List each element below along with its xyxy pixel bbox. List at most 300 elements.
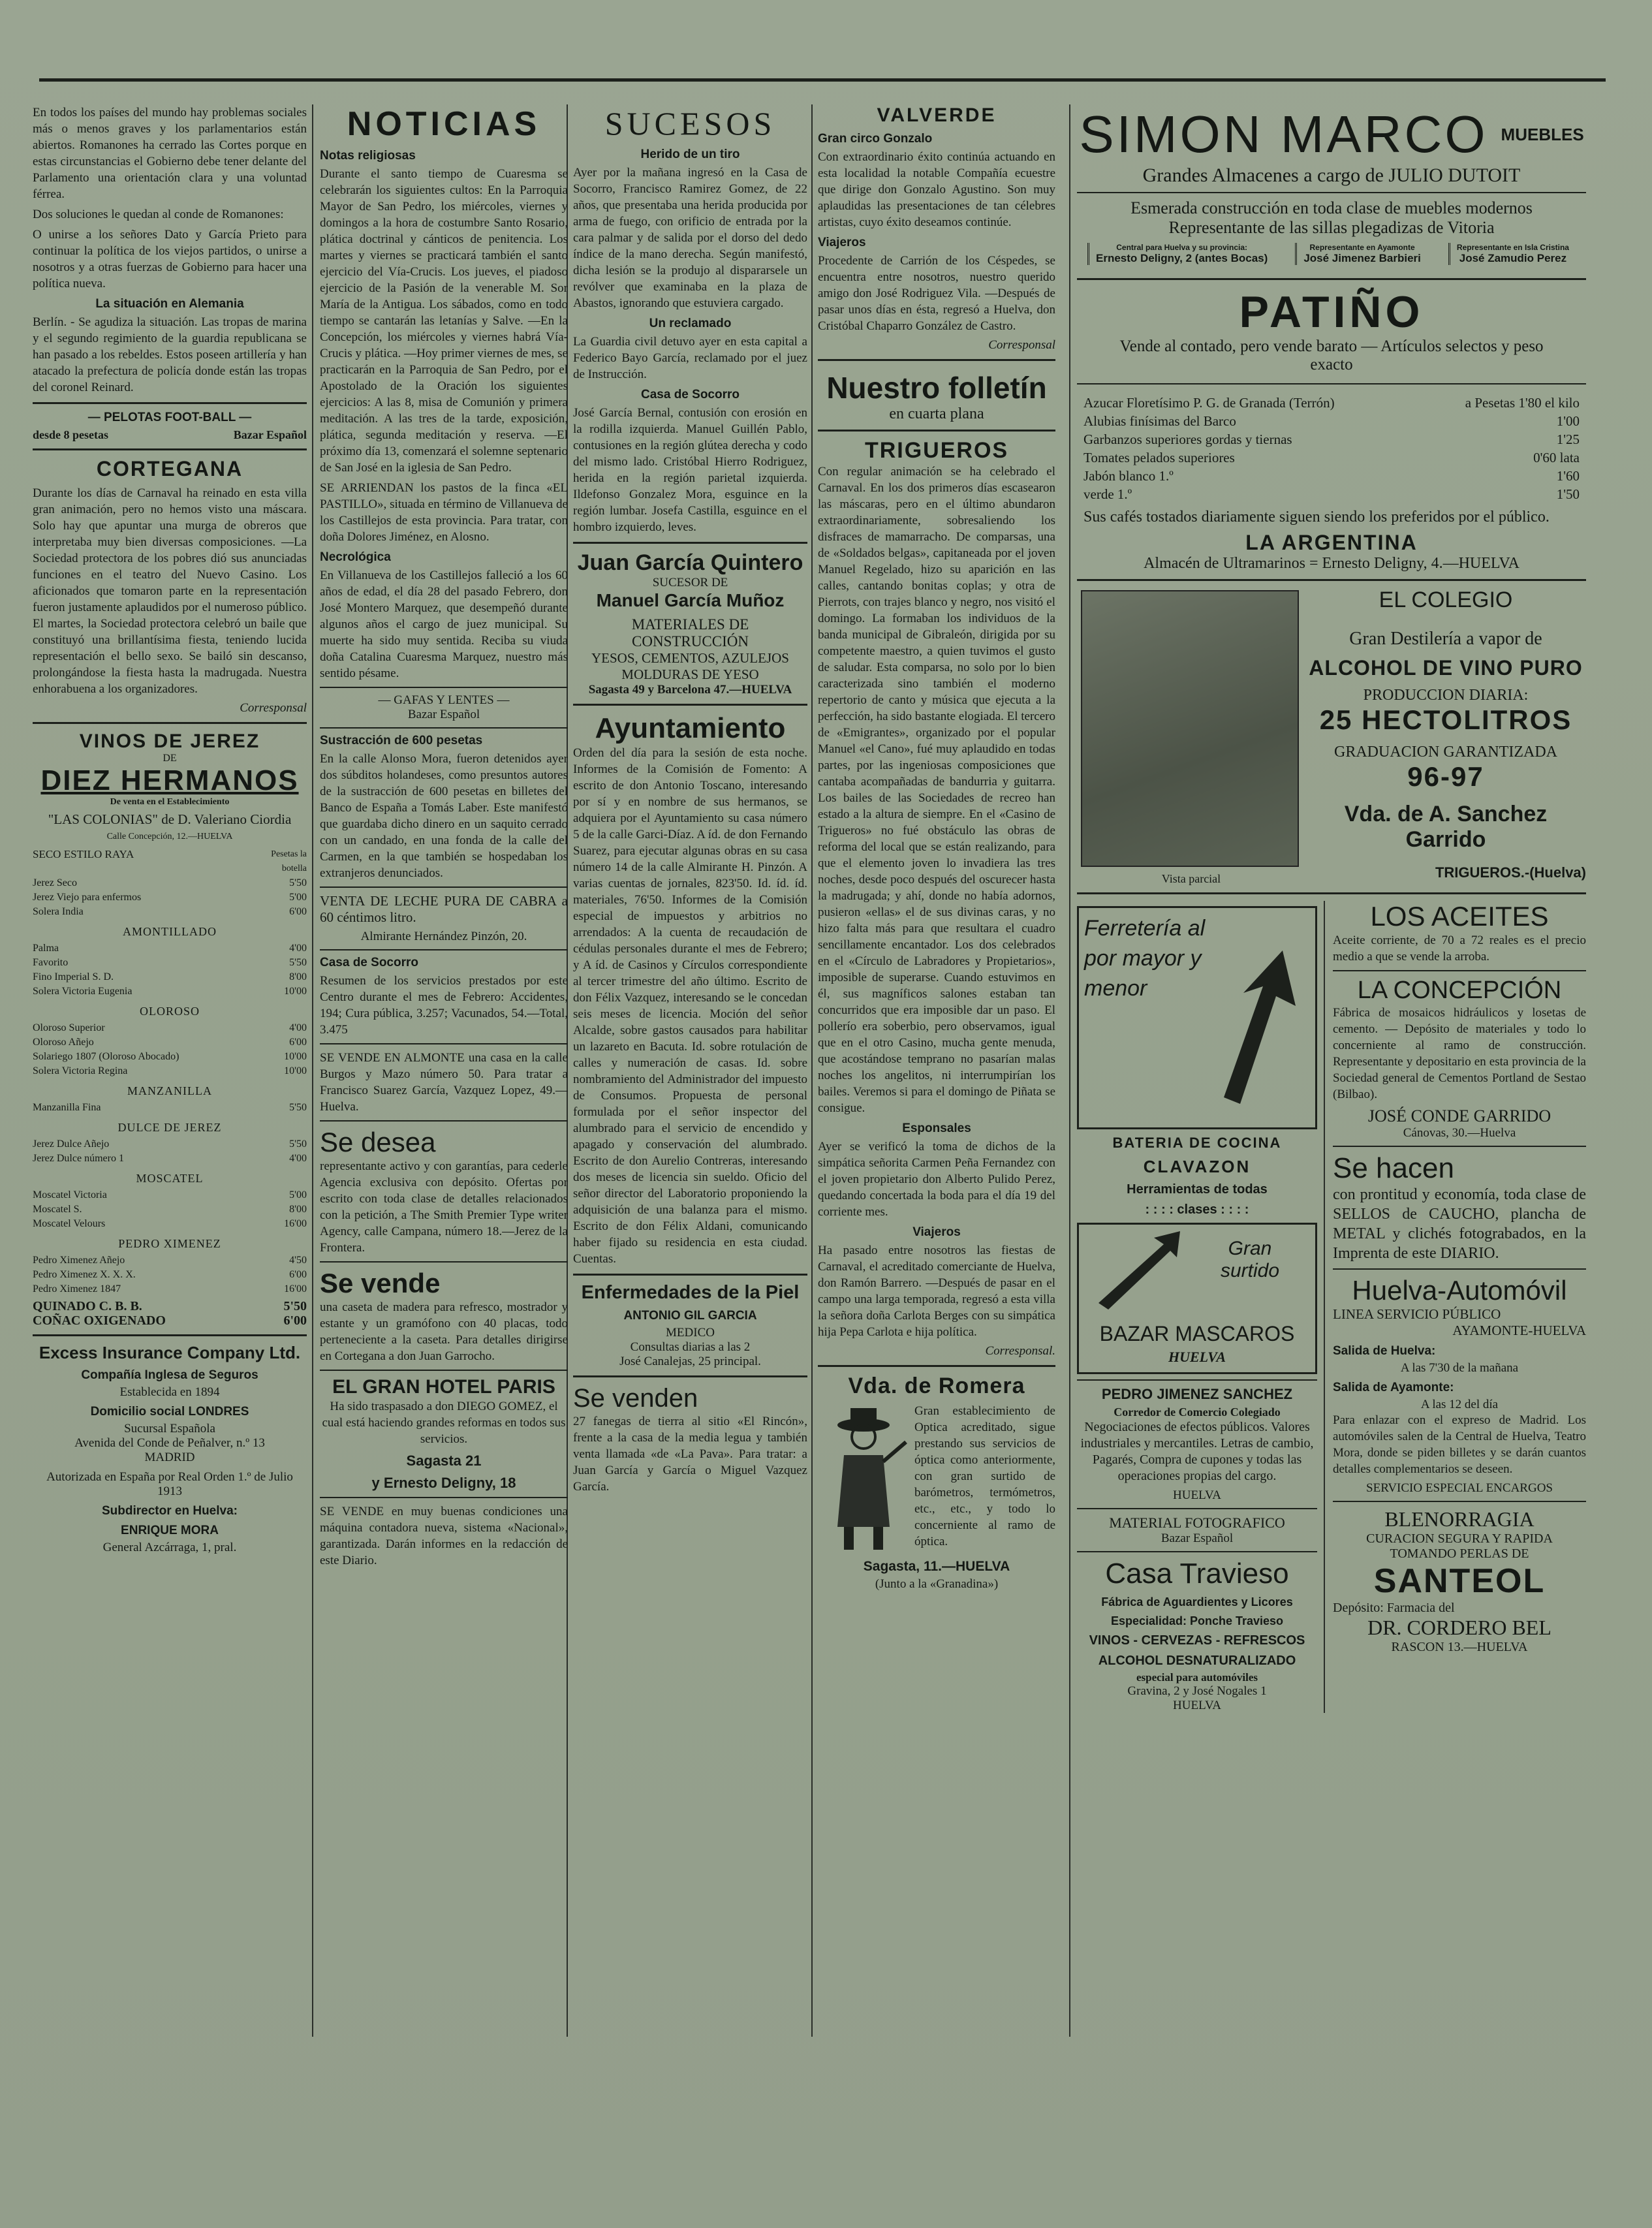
hotel-address: y Ernesto Deligny, 18 [371, 1475, 516, 1491]
folletin-title: Nuestro folletín [826, 371, 1047, 405]
wine-row [33, 970, 307, 984]
automovil-line: A las 12 del día [1420, 1398, 1499, 1411]
wine-row [33, 876, 307, 890]
price-row [1083, 467, 1580, 485]
divider [818, 1365, 1055, 1367]
destileria-line: Gran Destilería a vapor de [1349, 629, 1542, 649]
excess-title: Excess Insurance Company Ltd. [39, 1343, 301, 1362]
reclamado-text: La Guardia civil detuvo ayer en esta capital a Federico Bayo García, reclamado por el juez de Instrucción. [573, 335, 807, 381]
trigueros-line: TRIGUEROS.-(Huelva) [1435, 864, 1586, 881]
quintero-line: Manuel García Muñoz [596, 590, 785, 610]
herido-text: Ayer por la mañana ingresó en la Casa de Socorro, Francisco Ramirez Gomez, de 22 años, que presentaba una herida producida por arma de fuego, con orificio de entrada por la cara palmar y de salida por el dorso del dedo índice de la mano derecha. Según manifestó, dicha lesión se la produjo al dispararsele un revólver que examinaba en la plaza de Abastos, ignorando que estuviera cargado. [573, 166, 807, 310]
contadora-ad: SE VENDE en muy buenas condiciones una máquina contadora nueva, sistema «Nacional», garantizada. Darán informes en la redacción de este Diario. [320, 1505, 568, 1567]
divider [573, 704, 807, 706]
wine-row [33, 1064, 307, 1078]
wine-name: Jerez Seco [33, 877, 77, 888]
signature: Corresponsal. [985, 1344, 1055, 1358]
wine-section: MANZANILLA [127, 1084, 212, 1097]
excess-line: General Azcárraga, 1, pral. [102, 1541, 237, 1554]
section-heading: Gran circo Gonzalo [818, 132, 933, 146]
section-heading: Casa de Socorro [320, 956, 418, 969]
wine-name: Solera India [33, 906, 84, 917]
wine-name: Jerez Dulce Añejo [33, 1138, 110, 1150]
piel-line: ANTONIO GIL GARCIA [623, 1309, 757, 1323]
travieso-line: HUELVA [1173, 1699, 1221, 1712]
folletin-sub: en cuarta plana [889, 405, 984, 422]
concepcion-title: LA CONCEPCIÓN [1357, 977, 1562, 1004]
wine-row [33, 984, 307, 999]
wine-section: MOSCATEL [136, 1172, 204, 1185]
travieso-line: Fábrica de Aguardientes y Licores [1101, 1595, 1293, 1608]
hotel-title: EL GRAN HOTEL PARIS [332, 1376, 555, 1398]
vende-heading: Se vende [320, 1268, 441, 1298]
excess-line: Sucursal Española [124, 1422, 215, 1436]
divider [1077, 192, 1586, 193]
prod-line: PRODUCCION DIARIA: [1363, 687, 1529, 704]
wine-name: Pedro Ximenez X. X. X. [33, 1269, 136, 1280]
esponsales-text: Ayer se verificó la toma de dichos de la simpática señorita Carmen Peña Fernandez con el joven propietario don Alberto Pulido Perez, quedando concertada la boda para el día 19 del corriente mes. [818, 1140, 1055, 1219]
wine-name: Oloroso Añejo [33, 1037, 94, 1048]
socorro-text: Resumen de los servicios prestados por este Centro durante el mes de Febrero: Accidentes, 194; Cura pública, 3.257; Vacunados, 54.—Total, 3.475 [320, 974, 568, 1037]
patino-title: PATIÑO [1239, 287, 1424, 337]
socorro-text: José García Bernal, contusión con erosión en la rodilla izquierda. Manuel Guillén Pablo, contusiones en la región glútea derecha y codo del mismo lado. Cristóbal Hierro Rodriguez, herida en la región parietal izquierda. Ildefonso Gonzalez Mora, esguince en la región lumbar. Josefa Castilla, esguince en el hombro izquierdo, leves. [573, 406, 807, 534]
section-heading: Viajeros [818, 236, 866, 249]
wine-name: Pedro Ximenez 1847 [33, 1283, 121, 1294]
wine-section: PEDRO XIMENEZ [118, 1237, 221, 1250]
section-heading: Herido de un tiro [640, 148, 740, 161]
right-ad-column [1325, 901, 1586, 1713]
piel-line: MEDICO [666, 1326, 715, 1340]
quinado-row [33, 1299, 307, 1313]
divider [1077, 579, 1586, 581]
representatives [1077, 243, 1586, 265]
blenorragia-line: TOMANDO PERLAS DE [1390, 1546, 1529, 1561]
wine-price: 16'00 [284, 1283, 307, 1294]
price-value: 0'60 lata [1533, 450, 1580, 465]
price-value: 1'50 [1556, 486, 1580, 502]
trigueros-text: Con regular animación se ha celebrado el Carnaval. En los dos primeros días escasearon las máscaras, pero en el último abundaron extraordinariamente, sobresaliendo los disfraces de mamarracho. De comparsas, una de «Soldados belgas», capitaneada por el joven Manuel Regelado, hizo su aparición en las calles, cantando bonitas coplas; y otra de Pierrots, con trajes blanco y negro, nos visitó el domingo. La formaban los individuos de la banda municipal de Gibraleón, dirigida por su competente maestro, a quien tuvimos el gusto de saludar. Esta comparsa, no solo por lo bien caracterizada sino también el moderno repertorio de canto y música que ejecuta a la perfección, ha sido bastante elogiada. El tercero de «Emigrantes», organizado por el popular Manuel «el Cano», fué muy aplaudido en todas partes, por las ingeniosas composiciones que cantaba acompañadas de bandurria y guitarra. Los bailes de las Sociedades de recreo han estado a la altura de siempre. En el «Casino de Trigueros» no fué obstáculo las obras de reforma del local que se están realizando, para que el elemento joven lo invadiera las tres noches, desde poco después del oscurecer hasta la madrugada; y ahí, donde no había adornos, pusieron «ellas» el de sus divinas caras, y no hizo falta más para que resultara el cuadro sencillamente encantador. Los dos celebrados en el «Círculo de Labradores y Propietarios», imposible de superarse. Cuando estuvimos en él, sus magníficos salones estaban tan concurridos que era imposible dar un paso. El pollerío era soberbio, pero observamos, igual que en el otro Casino, mucha gente menuda, que acostándose temprano no pasarían malas noches los angelitos, ni interrumpirían los bailes. Veremos si para el domingo de Piñata se consigue. [818, 465, 1055, 1115]
simon-line: Grandes Almacenes a cargo de JULIO DUTOIT [1142, 165, 1521, 186]
alemania-text: Berlín. - Se agudiza la situación. Las tropas de marina y el segundo regimiento de la guardia republicana se han pasado a los rebeldes. Estos poseen artillería y han atacado la prefectura de policía donde están las tropas del coronel Reinard. [33, 315, 307, 394]
colegio-photo-block [1077, 588, 1305, 886]
divider [320, 1370, 568, 1371]
automovil-line: Salida de Huelva: [1333, 1344, 1436, 1358]
arrow-icon [1211, 947, 1309, 1104]
wine-name: Pedro Ximenez Añejo [33, 1255, 125, 1266]
vista-caption: Vista parcial [1161, 872, 1221, 885]
excess-line: Avenida del Conde de Peñalver, n.º 13 [74, 1436, 265, 1450]
desea-heading: Se desea [320, 1127, 436, 1157]
wine-price: 5'50 [289, 957, 307, 968]
aceites-text: Aceite corriente, de 70 a 72 reales es el precio medio a que se vende la arroba. [1333, 934, 1586, 964]
argentina-title: LA ARGENTINA [1245, 531, 1418, 554]
wine-price: 5'50 [289, 877, 307, 888]
piel-title: Enfermedades de la Piel [581, 1282, 800, 1303]
desea-text: representante activo y con garantías, para cederle Agencia exclusiva con depósito. Ofertas por escrito con toda clase de detalles relacionados con la petición, a The Smith Premier Type writer Agency, calle Campana, número 18.—Jerez de la Frontera. [320, 1159, 568, 1255]
quintero-line: YESOS, CEMENTOS, AZULEJOS [591, 650, 789, 666]
wine-name: Moscatel Velours [33, 1218, 106, 1229]
pelotas-shop: Bazar Español [233, 428, 307, 441]
excess-line: Domicilio social LONDRES [90, 1405, 249, 1419]
wine-name: Solera Victoria Regina [33, 1065, 128, 1076]
romera-address: Sagasta, 11.—HUELVA [863, 1559, 1010, 1574]
divider [1077, 892, 1586, 894]
religious-text: Durante el santo tiempo de Cuaresma se celebrarán los siguientes cultos: En la Parroquia Mayor de San Pedro, los miércoles, viernes y domingos a la hora de costumbre Santo Rosario, plática doctrinal y cánticos de penitencia. Los martes y viernes se practicará también el santo ejercicio del Vía-Crucis. Los jueves, el piadoso ejercicio de la Pasión de la venerable M. Sor María de la Antigua. Los sábados, como en todo tiempo se cantarán las letanías y Salve. —En la Concepción, los miércoles y viernes habrá Vía-Crucis y plática. —Hoy primer viernes de mes, se practicarán en la Parroquia de San Pedro, por el Apostolado de la Oración los siguientes ejercicios: A las 8, misa de Comunión y primera meditación. A las tres de la tarde, exposición, plática, segunda meditación y reserva. —El próximo día 13, comenzará el solemne septenario de San José en la iglesia de San Pedro. [320, 167, 568, 475]
divider [818, 359, 1055, 361]
concepcion-text: Fábrica de mosaicos hidráulicos y losetas de cemento. — Depósito de materiales y todo lo concerniente al ramo de construcción. Representante y depositario en esta provincia de la Sociedad general de Cementos Portland de Sestao (Bilbao). [1333, 1006, 1586, 1101]
price-value: 1'60 [1556, 468, 1580, 484]
blenorragia-line: CURACION SEGURA Y RAPIDA [1366, 1531, 1553, 1546]
wine-price: 10'00 [284, 1065, 307, 1076]
automovil-line: Salida de Ayamonte: [1333, 1381, 1454, 1394]
clavazon-line: CLAVAZON [1143, 1157, 1251, 1176]
signature: Corresponsal [988, 338, 1055, 352]
wine-name: Solariego 1807 (Oloroso Abocado) [33, 1051, 179, 1062]
concepcion-owner: JOSÉ CONDE GARRIDO [1367, 1106, 1551, 1125]
travieso-line: VINOS - CERVEZAS - REFRESCOS [1089, 1633, 1305, 1648]
pelotas-price: desde 8 pesetas [33, 428, 108, 441]
travieso-line: Gravina, 2 y José Nogales 1 [1127, 1684, 1267, 1698]
simon-line: Representante de las sillas plegadizas de Vitoria [1168, 218, 1495, 237]
vende-text: una caseta de madera para refresco, mostrador y estante y un gramófono con 40 placas, todo perteneciente a la caseta. Para detalles dirigirse en Cortegana a don Juan Garrocho. [320, 1300, 568, 1363]
pedro-text: Negociaciones de efectos públicos. Valores industriales y mercantiles. Letras de cambio, Pagarés, Compra de cupones y todas las operaciones propias del cargo. [1080, 1420, 1314, 1483]
wine-section: OLOROSO [139, 1005, 200, 1018]
bateria-line: BATERIA DE COCINA [1112, 1135, 1282, 1151]
patino-slogan: Vende al contado, pero vende barato — Artículos selectos y peso exacto [1119, 337, 1544, 373]
representative-role: Representante en Ayamonte [1309, 243, 1415, 252]
automovil-text: Para enlazar con el expreso de Madrid. Los automóviles salen de la Central de Huelva, Teatro Mora, donde se piden billetes y se darán cuantos detalles complementarios se deseen. [1333, 1413, 1586, 1476]
wine-row [33, 1152, 307, 1166]
price-item: verde 1.º [1083, 486, 1132, 502]
quinado-price: 5'50 [283, 1299, 307, 1313]
necrologica-text: En Villanueva de los Castillejos falleció a los 60 años de edad, el día 28 del pasado Febrero, don José Montero Marquez, que desempeñó durante algunos años el cargo de juez municipal. Su muerte ha sido muy sentida. Reciba su viuda doña Catalina Cuaresma Marquez, nuestro más sentido pésame. [320, 569, 568, 680]
hotel-address: Sagasta 21 [406, 1452, 482, 1469]
wine-row [33, 956, 307, 970]
excess-line: MADRID [144, 1451, 195, 1464]
trigueros-title: TRIGUEROS [864, 438, 1009, 463]
blenorragia-line: Depósito: Farmacia del [1333, 1601, 1455, 1615]
wine-row [33, 1188, 307, 1202]
divider [320, 1120, 568, 1122]
conac-price: 6'00 [283, 1313, 307, 1328]
automovil-line: LINEA SERVICIO PÚBLICO [1333, 1306, 1501, 1322]
patino-cafes: Sus cafés tostados diariamente siguen siendo los preferidos por el público. [1083, 509, 1550, 526]
bottom-ads [1077, 901, 1586, 1713]
wine-price: 4'50 [289, 1255, 307, 1266]
wine-price: 5'00 [289, 892, 307, 903]
wine-row [33, 1253, 307, 1268]
wine-row [33, 1268, 307, 1282]
pesetas-label: Pesetas la botella [271, 849, 307, 873]
divider [1333, 1268, 1586, 1270]
quintero-title: Juan García Quintero [577, 550, 803, 575]
travieso-line: especial para automóviles [1136, 1671, 1258, 1684]
divider [1077, 383, 1586, 384]
price-row [1083, 448, 1580, 467]
romera-title: Vda. de Romera [848, 1373, 1025, 1398]
representative [1295, 243, 1427, 265]
wine-price: 6'00 [289, 1269, 307, 1280]
colonias-line: "LAS COLONIAS" de D. Valeriano Ciordia [48, 811, 292, 827]
wine-row [33, 1282, 307, 1296]
representative [1448, 243, 1576, 265]
divider [1077, 278, 1586, 280]
divider [33, 402, 307, 404]
wine-name: Favorito [33, 957, 69, 968]
santeol-title: SANTEOL [1373, 1562, 1546, 1600]
romera-address: (Junto a la «Granadina») [875, 1577, 999, 1591]
signature: Corresponsal [240, 701, 307, 715]
wine-header [33, 847, 307, 876]
column-5 [1077, 104, 1586, 2220]
excess-line: Subdirector en Huelva: [102, 1504, 238, 1518]
divider [573, 1274, 807, 1276]
aceites-title: LOS ACEITES [1370, 901, 1549, 932]
divider [1333, 970, 1586, 971]
arrow-icon [1092, 1231, 1183, 1310]
colegio-title: EL COLEGIO [1379, 588, 1513, 612]
blenorragia-line: RASCON 13.—HUELVA [1391, 1640, 1528, 1654]
cortegana-text: Durante los días de Carnaval ha reinado en esta villa gran animación, pero no hemos visto una máscara. Solo hay que apuntar una murga de obreros que interpretaba muy bien diversas composiciones. —La Sociedad protectora de los pobres dió sus anunciadas funciones en el teatro del Nuevo Casino. Los aficionados que tomaron parte en la representación fueron justamente aplaudidos por el numeroso público. El martes, la Sociedad protectora celebró un baile que constituyó una brillantísima fiesta, teniendo lucida representación el bello sexo. Se bailó sin descanso, prolongándose la fiesta hasta la madrugada. Nuestra enhorabuena a los organizadores. [33, 486, 307, 696]
representative-name: José Zamudio Perez [1459, 252, 1567, 264]
hacen-heading: Se hacen [1333, 1152, 1454, 1184]
travieso-title: Casa Travieso [1105, 1558, 1289, 1590]
venta-line: De venta en el Establecimiento [110, 797, 230, 807]
concepcion-address: Cánovas, 30.—Huelva [1403, 1126, 1516, 1140]
travieso-line: Especialidad: Ponche Travieso [1110, 1614, 1284, 1627]
calle-line: Calle Concepción, 12.—HUELVA [106, 832, 233, 841]
section-heading: Viajeros [912, 1225, 961, 1239]
alcohol-line: ALCOHOL DE VINO PURO [1309, 656, 1583, 680]
ayuntamiento-title: Ayuntamiento [595, 712, 786, 744]
circo-text: Con extraordinario éxito continúa actuando en esta localidad la notable Compañía ecuestre que dirige don Gonzalo Agustino. Son muy aplaudidas las presentaciones de tan célebres artistas, cuyo éxito deseamos continúe. [818, 150, 1055, 229]
mascaros-ad [1077, 1223, 1317, 1374]
divider [1333, 1146, 1586, 1147]
optician-figure-icon [818, 1403, 909, 1554]
pelotas-line [33, 428, 307, 442]
wine-name: Moscatel Victoria [33, 1189, 107, 1200]
pedro-subtitle: Corredor de Comercio Colegiado [1114, 1405, 1281, 1419]
viajeros-text: Ha pasado entre nosotros las fiestas de Carnaval, el acreditado comerciante de Huelva, don Ramón Barrero. —Después de pasar en el campo una larga temporada, regresó a esta villa la señora doña Carlota Berges con su simpática hija Pepa Carlota e hija política. [818, 1244, 1055, 1339]
divider [33, 722, 307, 724]
politics-paragraph: En todos los países del mundo hay problemas sociales más o menos graves y los parlamentarios están abiertos. Romanones ha cerrado las Cortes porque en estas circunstancias el Gobierno debe tener delante del Parlamento una orientación clara y una voluntad férrea. [33, 106, 307, 201]
wine-price: 4'00 [289, 1153, 307, 1164]
divider [320, 949, 568, 950]
politics-paragraph: Dos soluciones le quedan al conde de Romanones: [33, 208, 284, 221]
wine-price: 6'00 [289, 1037, 307, 1048]
wine-row [33, 905, 307, 919]
section-heading: Necrológica [320, 550, 391, 564]
divider [320, 1261, 568, 1263]
wine-row [33, 890, 307, 905]
hotel-text: Ha sido traspasado a don DIEGO GOMEZ, el cual está haciendo grandes reformas en todos sus servicios. [322, 1400, 566, 1446]
politics-paragraph: O unirse a los señores Dato y García Prieto para continuar la política de los viejos partidos, o unirse a nosotros y a otras fuerzas de Gobierno para hacer una política nueva. [33, 228, 307, 290]
section-heading: Esponsales [902, 1122, 971, 1135]
leche-address: Almirante Hernández Pinzón, 20. [360, 930, 527, 943]
quintero-line: SUCESOR DE [652, 576, 728, 589]
wine-row [33, 941, 307, 956]
mascaros-city: HUELVA [1168, 1349, 1226, 1365]
representative [1087, 243, 1274, 265]
top-rule [39, 78, 1606, 82]
section-heading: Notas religiosas [320, 149, 416, 163]
conac-row [33, 1313, 307, 1328]
divider [1333, 1501, 1586, 1502]
wine-price: 6'00 [289, 906, 307, 917]
pedro-title: PEDRO JIMENEZ SANCHEZ [1101, 1386, 1293, 1402]
alemania-heading: La situación en Alemania [95, 297, 244, 311]
column-2 [320, 104, 568, 2220]
piel-line: Consultas diarias a las 2 [630, 1340, 751, 1354]
almonte-ad: SE VENDE EN ALMONTE una casa en la calle Burgos y Mazo número 50. Para tratar a Francisco Suarez García, Vazquez Lopez, 49.—Huelva. [320, 1051, 568, 1114]
leche-ad: VENTA DE LECHE PURA DE CABRA a 60 céntimos litro. [320, 893, 568, 925]
wine-row [33, 1217, 307, 1231]
muebles-label: MUEBLES [1501, 124, 1584, 144]
wine-row [33, 1202, 307, 1217]
wine-name: Moscatel S. [33, 1204, 82, 1215]
wine-name: Manzanilla Fina [33, 1102, 101, 1113]
hacen-text: con prontitud y economía, toda clase de SELLOS de CAUCHO, plancha de METAL y clichés fotograbados, en la Imprenta de este DIARIO. [1333, 1186, 1586, 1262]
wine-price: 5'50 [289, 1138, 307, 1150]
representative-role: Representante en Isla Cristina [1456, 243, 1569, 252]
wine-section: AMONTILLADO [123, 925, 217, 938]
foto-line: MATERIAL FOTOGRAFICO [1109, 1514, 1285, 1531]
price-list [1077, 394, 1586, 503]
mascaros-name: BAZAR MASCAROS [1099, 1322, 1295, 1345]
divider [818, 430, 1055, 431]
quinado-label: QUINADO C. B. B. [33, 1299, 142, 1313]
wine-price: 4'00 [289, 1022, 307, 1033]
noticias-title: NOTICIAS [347, 105, 541, 143]
left-ad-column [1077, 901, 1325, 1713]
vinos-heading: VINOS DE JEREZ [79, 730, 260, 752]
divider [573, 542, 807, 544]
excess-line: Establecida en 1894 [119, 1385, 220, 1399]
divider [320, 687, 568, 688]
representative-role: Central para Huelva y su provincia: [1116, 243, 1248, 252]
divider [573, 1375, 807, 1377]
foto-shop: Bazar Español [1161, 1531, 1234, 1545]
wine-name: Jerez Viejo para enfermos [33, 892, 142, 903]
herram-line: Herramientas de todas [1127, 1182, 1268, 1197]
representative-name: José Jimenez Barbieri [1303, 252, 1421, 264]
divider [1077, 1379, 1317, 1381]
price-item: Jabón blanco 1.º [1083, 468, 1174, 484]
travieso-line: ALCOHOL DESNATURALIZADO [1098, 1654, 1296, 1668]
romera-text: Gran establecimiento de Optica acreditado, sigue prestando sus servicios de óptica como anteriormente, con gran surtido de barómetros, termómetros, etc., etc., y todo lo concerniente al ramo de óptica. [914, 1404, 1055, 1548]
divider [1077, 1508, 1317, 1509]
sucesos-title: SUCESOS [604, 105, 776, 142]
hecto-line: 25 HECTOLITROS [1319, 704, 1572, 735]
wine-name: Palma [33, 943, 59, 954]
divider [320, 727, 568, 729]
automovil-line: A las 7'30 de la mañana [1400, 1361, 1519, 1375]
grad-value: 96-97 [1407, 761, 1484, 792]
gafas-shop: Bazar Español [407, 708, 480, 721]
price-item: Garbanzos superiores gordas y tiernas [1083, 431, 1292, 447]
automovil-line: AYAMONTE-HUELVA [1452, 1323, 1586, 1338]
divider [33, 448, 307, 450]
wine-list [33, 876, 307, 1296]
pelotas-ad: — PELOTAS FOOT-BALL — [87, 411, 252, 424]
valverde-title: VALVERDE [877, 104, 997, 126]
quintero-line: MATERIALES DE CONSTRUCCIÓN [631, 616, 749, 650]
automovil-line: SERVICIO ESPECIAL ENCARGOS [1366, 1481, 1553, 1495]
wine-section: DULCE DE JEREZ [117, 1121, 222, 1134]
price-row [1083, 485, 1580, 503]
price-value: 1'00 [1556, 413, 1580, 429]
representative-name: Ernesto Deligny, 2 (antes Bocas) [1096, 252, 1268, 264]
wine-name: Fino Imperial S. D. [33, 971, 114, 982]
column-3 [568, 104, 813, 2220]
cortegana-heading: CORTEGANA [96, 457, 243, 480]
venden-text: 27 fanegas de tierra al sitio «El Rincón», frente a la casa de la media legua y también venta llamada «de «La Pava». Para tratar: a Juan García y García o Miguel Vazquez García. [573, 1415, 807, 1494]
piel-line: José Canalejas, 25 principal. [619, 1355, 761, 1368]
wine-price: 8'00 [289, 1204, 307, 1215]
column-1 [33, 104, 307, 2220]
price-value: a Pesetas 1'80 el kilo [1465, 395, 1580, 411]
excess-line: Compañía Inglesa de Seguros [81, 1368, 258, 1382]
price-value: 1'25 [1556, 431, 1580, 447]
wine-name: Oloroso Superior [33, 1022, 105, 1033]
price-row [1083, 430, 1580, 448]
wine-row [33, 1021, 307, 1035]
clases-line: : : : : clases : : : : [1145, 1202, 1249, 1217]
grad-line: GRADUACION GARANTIZADA [1334, 744, 1557, 761]
divider [1077, 1551, 1317, 1552]
wine-price: 10'00 [284, 986, 307, 997]
excess-line: ENRIQUE MORA [121, 1524, 219, 1537]
seco-label: SECO ESTILO RAYA [33, 848, 134, 860]
wine-row [33, 1101, 307, 1115]
sustraccion-text: En la calle Alonso Mora, fueron detenidos ayer dos súbditos holandeses, como presuntos autores de la sustracción de 600 pesetas en billetes del Banco de España a Tomás Laber. Este manifestó que guardaba dicho dinero en un saquito cerrado con un candado, en una fonda de la calle del Carmen, en la que también se hospedaban los extranjeros denunciados. [320, 752, 568, 880]
pedro-city: HUELVA [1173, 1488, 1221, 1502]
wine-price: 10'00 [284, 1051, 307, 1062]
section-heading: Un reclamado [649, 317, 732, 330]
distillery-photo [1081, 590, 1299, 867]
column-divider [1069, 104, 1070, 2037]
ayuntamiento-text: Orden del día para la sesión de esta noche. Informes de la Comisión de Fomento: A escrito de don Antonio Toscano, interesando por sí y en nombre de sus hermanos, se adquiera por el Ayuntamiento su casa número 5 de la calle Garci-Díaz. A íd. de don Fernando Suarez, para ejecutar algunas obras en su casa número 14 de la calle Almirante H. Pinzón. A varias cuentas de jornales, 823'50. Id. íd. íd. materiales, 76'50. Informes de la Comisión especial de impuestos y arbitrios no arrendados: A la cuenta de recaudación de cédulas personales durante el mes de Febrero; y A íd. de Casinos y Círculos correspondiente al tercer trimestre del año último. Escrito de don Félix Vazquez, interesando se le concedan seis meses de licencia. Moción del señor Alcalde, sobre gastos causados para habilitar un lazareto en Bacuta. Id. sobre rotulación de calles y numeración de casas. Id. sobre nombramiento del Administrador del impuesto de Consumos. Propuesta de personal formulada por el señor inspector del alumbrado para el servicio de encendido y apagado y conservación del alumbrado. Escrito de don Aurelio Contreras, interesando dos meses de licencia sin sueldo. Oficio del señor director del Laboratorio proponiendo la adquisición de una balanza para el mismo. Escrito de don Félix Aldani, comunicando haber fijado su residencia en esta ciudad. Cuentas. [573, 746, 807, 1266]
ferreteria-ad [1077, 906, 1317, 1129]
surtido-text: Gran surtido [1220, 1238, 1280, 1281]
argentina-line: Almacén de Ultramarinos = Ernesto Deligny, 4.—HUELVA [1144, 555, 1520, 572]
wine-price: 5'50 [289, 1102, 307, 1113]
price-row [1083, 412, 1580, 430]
garrido-line: Vda. de A. Sanchez Garrido [1344, 802, 1548, 852]
simon-header [1077, 104, 1586, 165]
colegio-ad [1077, 588, 1586, 886]
excess-line: Autorizada en España por Real Orden 1.º de Julio 1913 [46, 1470, 293, 1498]
wine-name: Solera Victoria Eugenia [33, 986, 132, 997]
quintero-line: MOLDURAS DE YESO [621, 667, 759, 682]
vinos-de: DE [163, 753, 177, 764]
gafas-ad: — GAFAS Y LENTES — [378, 693, 510, 707]
venden-heading: Se venden [573, 1384, 698, 1413]
wine-price: 4'00 [289, 943, 307, 954]
wine-row [33, 1050, 307, 1064]
wine-name: Jerez Dulce número 1 [33, 1153, 124, 1164]
blenorragia-title: BLENORRAGIA [1384, 1507, 1535, 1531]
column-4 [813, 104, 1061, 2220]
romera-body [818, 1403, 1055, 1554]
automovil-title: Huelva-Automóvil [1352, 1275, 1567, 1306]
price-row [1083, 394, 1580, 412]
wine-price: 5'00 [289, 1189, 307, 1200]
section-heading: Casa de Socorro [641, 388, 740, 401]
wine-row [33, 1035, 307, 1050]
column-divider [312, 104, 313, 2037]
section-heading: Sustracción de 600 pesetas [320, 734, 483, 747]
